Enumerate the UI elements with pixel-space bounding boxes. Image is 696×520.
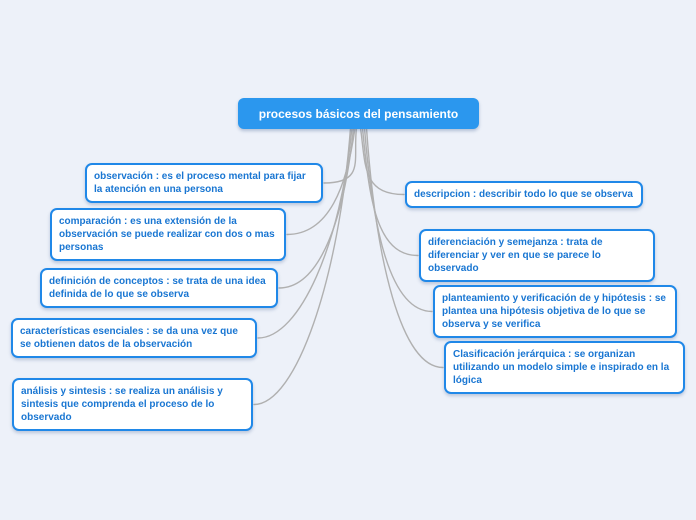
connector-path bbox=[361, 128, 405, 195]
node-caracteristicas-esenciales[interactable]: características esenciales : se da una vez que se obtienen datos de la observación bbox=[11, 318, 257, 358]
connector-path bbox=[324, 128, 357, 183]
root-node[interactable]: procesos básicos del pensamiento bbox=[238, 98, 479, 129]
node-definicion-de-conceptos[interactable]: definición de conceptos : se trata de una idea definida de lo que se observa bbox=[40, 268, 278, 308]
node-comparacion[interactable]: comparación : es una extensión de la observación se puede realizar con dos o mas personas bbox=[50, 208, 286, 261]
connector-path bbox=[279, 128, 354, 288]
node-analisis-y-sintesis[interactable]: análisis y sintesis : se realiza un análisis y sintesis que comprenda el proceso de lo observado bbox=[12, 378, 253, 431]
node-clasificacion-jerarquica[interactable]: Clasificación jerárquica : se organizan utilizando un modelo simple e inspirado en la lógica bbox=[444, 341, 685, 394]
connector-path bbox=[365, 128, 433, 312]
node-diferenciacion-y-semejanza[interactable]: diferenciación y semejanza : trata de diferenciar y ver en que se parece lo observado bbox=[419, 229, 655, 282]
node-observacion[interactable]: observación : es el proceso mental para fijar la atención en una persona bbox=[85, 163, 323, 203]
node-descripcion[interactable]: descripcion : describir todo lo que se observa bbox=[405, 181, 643, 208]
node-planteamiento-y-verificacion[interactable]: planteamiento y verificación de y hipótesis : se plantea una hipótesis objetiva de lo que se observa y se verifica bbox=[433, 285, 677, 338]
